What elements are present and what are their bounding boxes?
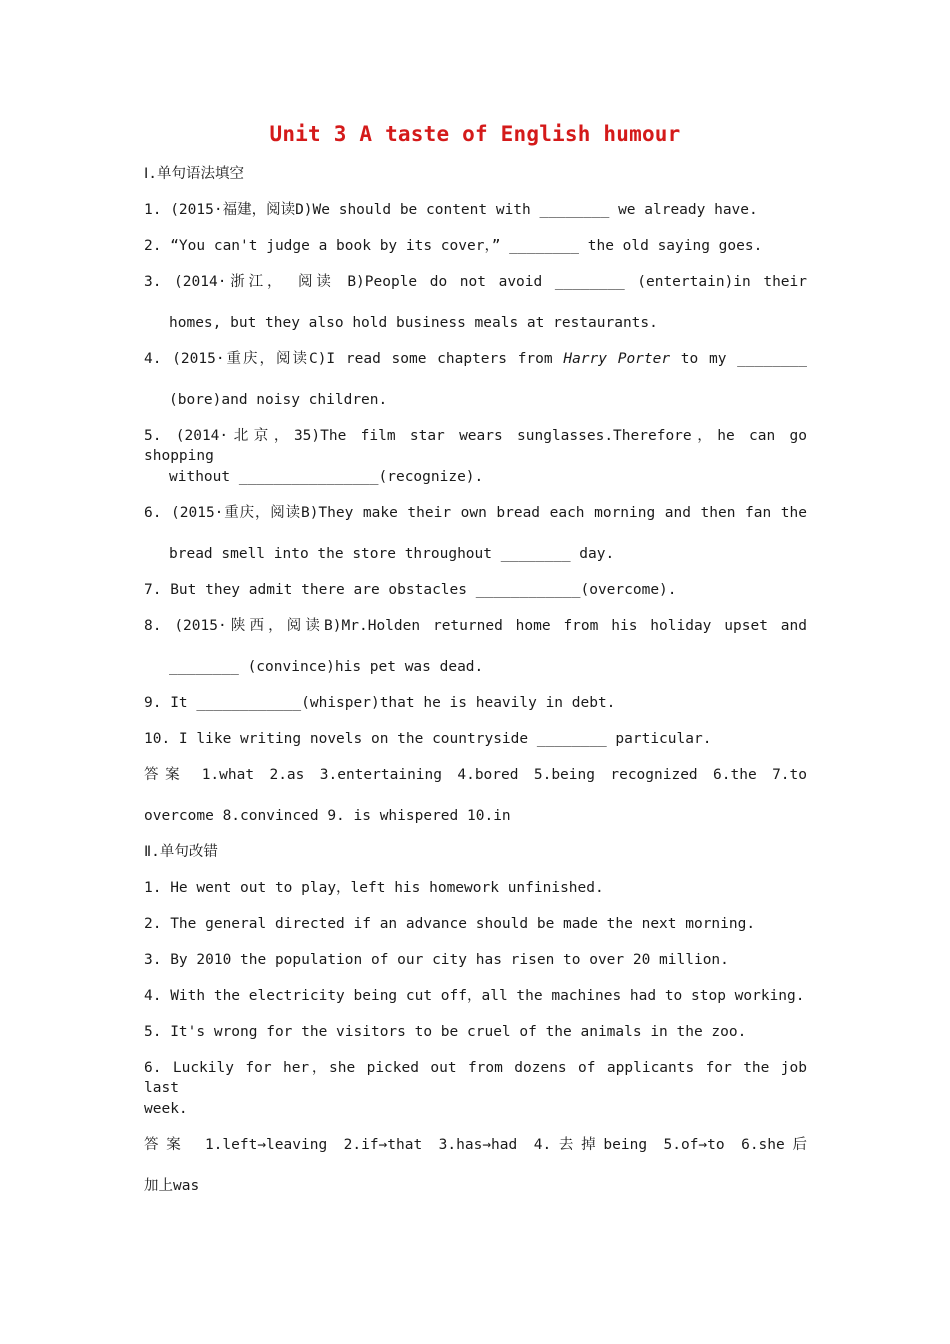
- exercise-1: 1. (2015·福建，阅读D)We should be content with ________ we already have.: [144, 202, 758, 218]
- book-title: Harry Porter: [563, 351, 671, 367]
- exercise-6-line2: bread smell into the store throughout ________ day.: [169, 546, 615, 562]
- section2-heading: Ⅱ.单句改错: [144, 844, 218, 860]
- correction-3: 3. By 2010 the population of our city has risen to over 20 million.: [144, 952, 729, 968]
- correction-6-line1: 6. Luckily for her，she picked out from dozens of applicants for the job last: [144, 1060, 807, 1096]
- exercise-9: 9. It ____________(whisper)that he is heavily in debt.: [144, 695, 616, 711]
- correction-1: 1. He went out to play，left his homework unfinished.: [144, 880, 604, 896]
- exercise-4-line2: (bore)and noisy children.: [169, 392, 388, 408]
- exercise-5-line1: 5. (2014·北京，35)The film star wears sunglasses.Therefore，he can go shopping: [144, 428, 807, 464]
- exercise-4-text-b: to my ________: [670, 351, 807, 367]
- answer-key-1-line2: overcome 8.convinced 9. is whispered 10.in: [144, 808, 511, 824]
- answer-key-2-line1: 答案 1.left→leaving 2.if→that 3.has→had 4.去掉being 5.of→to 6.she后: [144, 1137, 807, 1153]
- exercise-4-text-a: 4. (2015·重庆，阅读C)I read some chapters from: [144, 351, 564, 367]
- exercise-8-line2: ________ (convince)his pet was dead.: [169, 659, 484, 675]
- page-title: Unit 3 A taste of English humour: [269, 122, 681, 146]
- exercise-6-line1: 6. (2015·重庆，阅读B)They make their own bread each morning and then fan the: [144, 505, 807, 521]
- correction-5: 5. It's wrong for the visitors to be cruel of the animals in the zoo.: [144, 1024, 747, 1040]
- answer-key-1-line1: 答案 1.what 2.as 3.entertaining 4.bored 5.being recognized 6.the 7.to: [144, 767, 807, 783]
- correction-6-line2: week.: [144, 1101, 188, 1117]
- exercise-5-line2: without ________________(recognize).: [169, 469, 484, 485]
- exercise-2: 2. “You can't judge a book by its cover，” ________ the old saying goes.: [144, 238, 763, 254]
- exercise-8-line1: 8. (2015·陕西，阅读B)Mr.Holden returned home from his holiday upset and: [144, 618, 807, 634]
- exercise-10: 10. I like writing novels on the countryside ________ particular.: [144, 731, 712, 747]
- section1-heading: Ⅰ.单句语法填空: [144, 166, 245, 182]
- exercise-7: 7. But they admit there are obstacles ____________(overcome).: [144, 582, 677, 598]
- correction-4: 4. With the electricity being cut off，all the machines had to stop working.: [144, 988, 805, 1004]
- answer-key-2-line2: 加上was: [144, 1178, 200, 1194]
- correction-2: 2. The general directed if an advance should be made the next morning.: [144, 916, 756, 932]
- exercise-3-line1: 3. (2014·浙江， 阅读 B)People do not avoid ________ (entertain)in their: [144, 274, 807, 290]
- exercise-3-line2: homes, but they also hold business meals at restaurants.: [169, 315, 658, 331]
- exercise-4-line1: [144, 349, 807, 369]
